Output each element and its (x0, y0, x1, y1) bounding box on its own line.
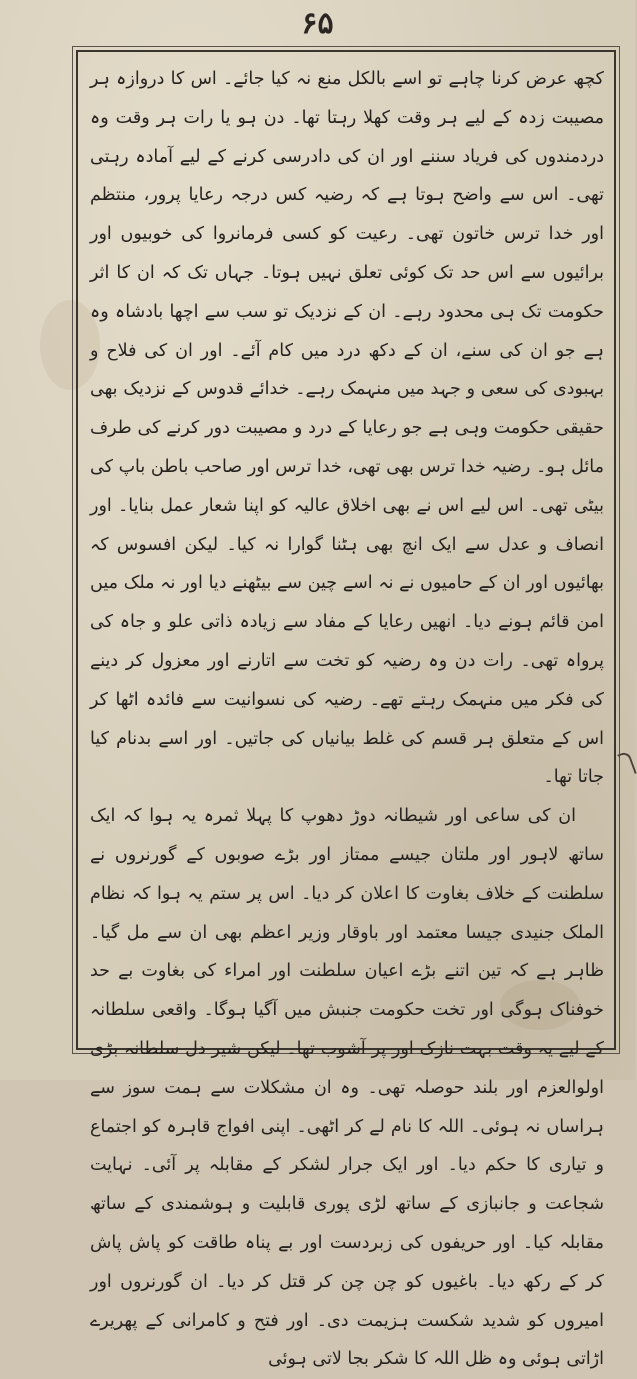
paragraph: کچھ عرض کرنا چاہے تو اسے بالکل منع نہ کیا جائے۔ اس کا دروازہ ہر مصیبت زدہ کے لیے ہر وقت کھلا رہتا تھا۔ دن ہو یا رات ہر وقت وہ دردمندوں کی فریاد سننے اور ان کی دادرسی کرنے کے لیے آمادہ رہتی تھی۔ اس سے واضح ہوتا ہے کہ رضیہ کس درجہ رعایا پرور، منتظم اور خدا ترس خاتون تھی۔ رعیت کو کسی فرمانروا کی خوبیوں اور برائیوں سے اس حد تک کوئی تعلق نہیں ہوتا۔ جہاں تک کہ ان کا اثر حکومت تک ہی محدود رہے۔ ان کے نزدیک تو سب سے اچھا بادشاہ وہ ہے جو ان کی سنے، ان کے دکھ درد میں کام آئے۔ اور ان کی فلاح و بہبودی کی سعی و جہد میں منہمک رہے۔ خدائے قدوس کے نزدیک بھی حقیقی حکومت وہی ہے جو رعایا کے درد و مصیبت دور کرنے کی طرف مائل ہو۔ رضیہ خدا ترس بھی تھی، خدا ترس اور صاحب باطن باپ کی بیٹی تھی۔ اس لیے اس نے بھی اخلاق عالیہ کو اپنا شعار عمل بنایا۔ اور انصاف و عدل سے ایک انچ بھی ہٹنا گوارا نہ کیا۔ لیکن افسوس کہ بھائیوں اور ان کے حامیوں نے نہ اسے چین سے بیٹھنے دیا اور نہ ملک میں امن قائم ہونے دیا۔ انھیں رعایا کے مفاد سے زیادہ ذاتی علو و جاہ کی پرواہ تھی۔ رات دن وہ رضیہ کو تخت سے اتارنے اور معزول کر دینے کی فکر میں منہمک رہتے تھے۔ رضیہ کی نسوانیت سے فائدہ اٹھا کر اس کے متعلق ہر قسم کی غلط بیانیاں کی جاتیں۔ اور اسے بدنام کیا جاتا تھا۔ (90, 69, 604, 788)
page-number: ۶۵ (301, 6, 334, 41)
paragraph: ان کی ساعی اور شیطانہ دوڑ دھوپ کا پہلا ثمرہ یہ ہوا کہ ایک ساتھ لاہور اور ملتان جیسے ممتاز اور بڑے صوبوں کے گورنروں نے سلطنت کے خلاف بغاوت کا اعلان کر دیا۔ اس پر ستم یہ ہوا کہ نظام الملک جنیدی جیسا معتمد اور باوقار وزیر اعظم بھی ان سے مل گیا۔ ظاہر ہے کہ تین اتنے بڑے اعیان سلطنت اور امراء کی بغاوت بے حد خوفناک ہوگی اور تخت حکومت جنبش میں آگیا ہوگا۔ واقعی سلطانہ کے لیے یہ وقت بہت نازک اور پر آشوب تھا۔ لیکن شیر دل سلطانہ بڑی اولوالعزم اور بلند حوصلہ تھی۔ وہ ان مشکلات سے ہمت سوز سے ہراساں نہ ہوئی۔ اللہ کا نام لے کر اٹھی۔ اپنی افواج قاہرہ کو اجتماع و تیاری کا حکم دیا۔ اور ایک جرار لشکر کے مقابلہ پر آئی۔ نہایت شجاعت و جانبازی کے ساتھ لڑی پوری قابلیت و ہوشمندی کے ساتھ مقابلہ کیا۔ اور حریفوں کی زبردست اور بے پناہ طاقت کو پاش پاش کر کے رکھ دیا۔ باغیوں کو چن چن کر قتل کر دیا۔ ان گورنروں اور امیروں کو شدید شکست ہزیمت دی۔ اور فتح و کامرانی کے پھریرے اڑاتی ہوئی وہ ظل اللہ کا شکر بجا لاتی ہوئی (90, 806, 604, 1370)
text-frame (76, 50, 616, 1370)
body-text (90, 60, 604, 1370)
margin-annotation-mark (617, 751, 636, 778)
